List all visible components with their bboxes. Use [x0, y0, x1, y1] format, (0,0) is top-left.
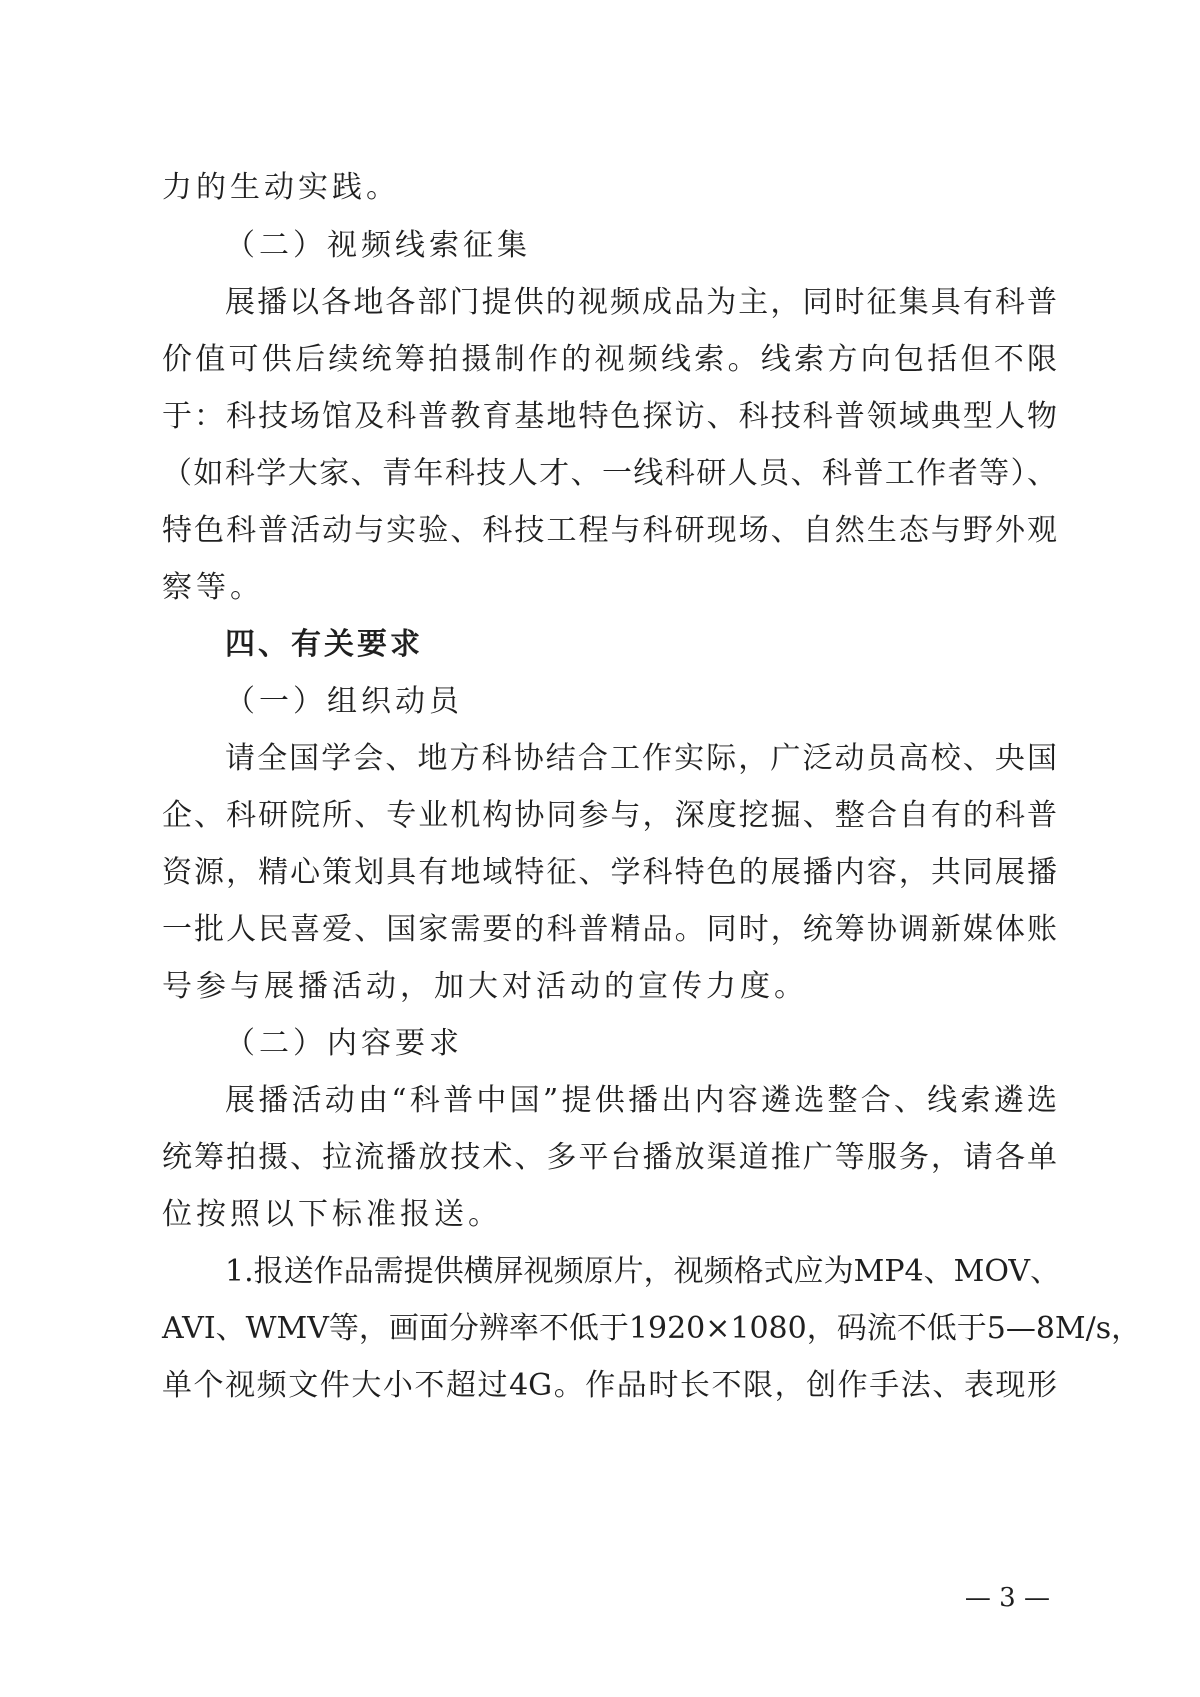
- chapter-heading: 四、有关要求: [225, 627, 423, 662]
- section-heading: （二）视频线索征集: [225, 228, 531, 263]
- paragraph-line: 统筹拍摄、拉流播放技术、多平台播放渠道推广等服务，请各单: [162, 1140, 1057, 1175]
- paragraph-line: 一批人民喜爱、国家需要的科普精品。同时，统筹协调新媒体账: [162, 912, 1057, 947]
- paragraph-line: 号参与展播活动，加大对活动的宣传力度。: [162, 969, 808, 1004]
- paragraph-line: 于：科技场馆及科普教育基地特色探访、科技科普领域典型人物: [162, 399, 1057, 434]
- paragraph-line: 展播以各地各部门提供的视频成品为主，同时征集具有科普: [225, 285, 1057, 320]
- paragraph-line: 察等。: [162, 570, 264, 605]
- section-heading: （一）组织动员: [225, 684, 463, 719]
- paragraph-line: 位按照以下标准报送。: [162, 1197, 502, 1232]
- paragraph-line: 力的生动实践。: [162, 170, 400, 205]
- paragraph-line: 请全国学会、地方科协结合工作实际，广泛动员高校、央国: [225, 741, 1057, 776]
- paragraph-line: 资源，精心策划具有地域特征、学科特色的展播内容，共同展播: [162, 855, 1057, 890]
- page-number: — 3 —: [964, 1583, 1050, 1613]
- paragraph-line: AVI、WMV等，画面分辨率不低于1920×1080，码流不低于5—8M/s，: [162, 1311, 1142, 1346]
- paragraph-line: 1.报送作品需提供横屏视频原片，视频格式应为MP4、MOV、: [225, 1254, 1061, 1289]
- section-heading: （二）内容要求: [225, 1026, 463, 1061]
- paragraph-line: 企、科研院所、专业机构协同参与，深度挖掘、整合自有的科普: [162, 798, 1057, 833]
- paragraph-line: 展播活动由“科普中国”提供播出内容遴选整合、线索遴选: [225, 1083, 1057, 1118]
- paragraph-line: （如科学大家、青年科技人才、一线科研人员、科普工作者等）、: [162, 456, 1057, 491]
- paragraph-line: 价值可供后续统筹拍摄制作的视频线索。线索方向包括但不限: [162, 342, 1057, 377]
- paragraph-line: 单个视频文件大小不超过4G。作品时长不限，创作手法、表现形: [162, 1368, 1057, 1403]
- paragraph-line: 特色科普活动与实验、科技工程与科研现场、自然生态与野外观: [162, 513, 1057, 548]
